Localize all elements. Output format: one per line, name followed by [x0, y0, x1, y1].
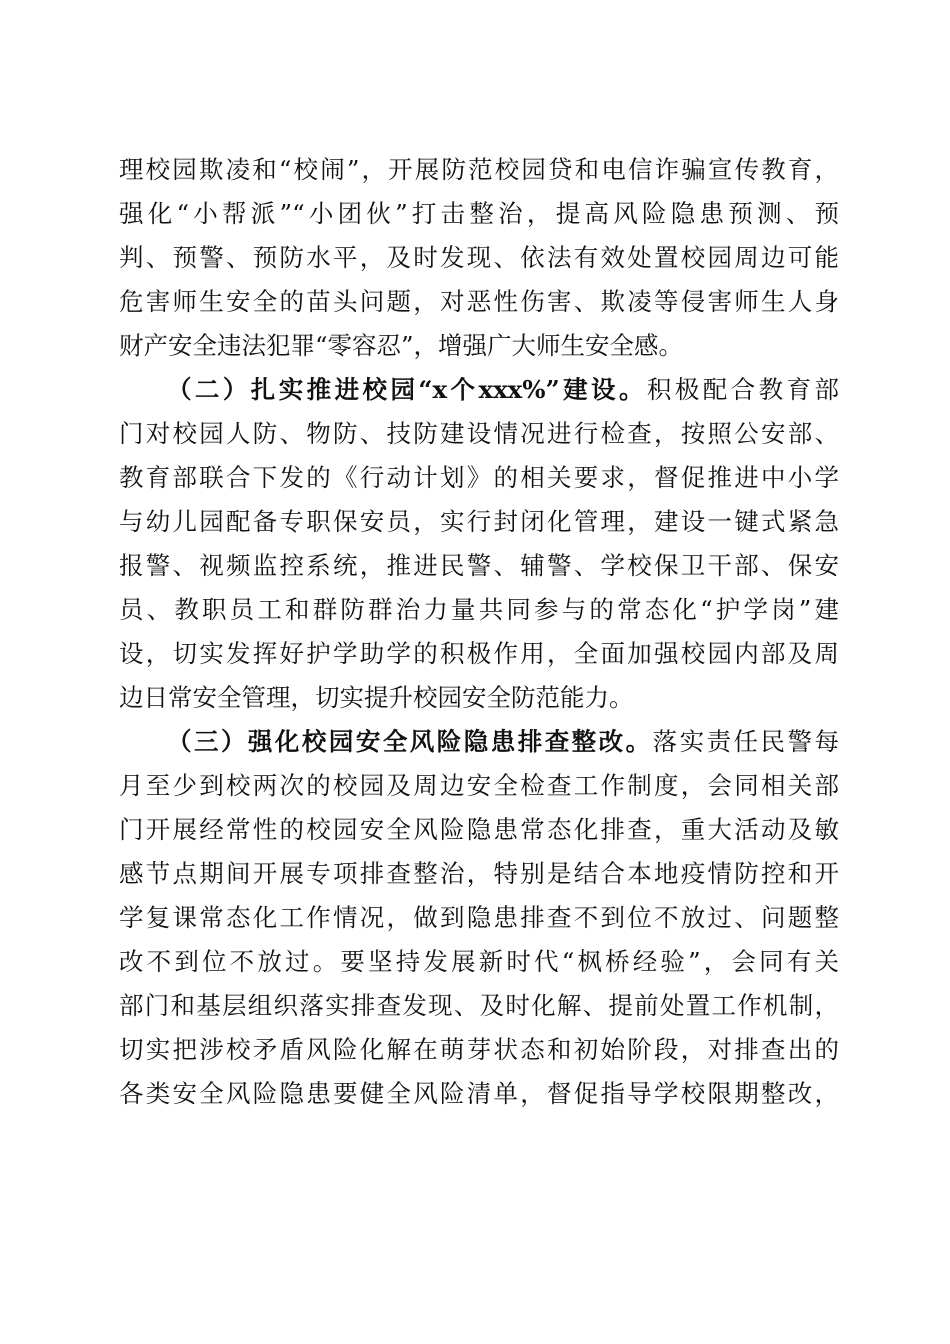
- text-line: 危害师生安全的苗头问题，对恶性伤害、欺凌等侵害师生人身: [119, 287, 839, 316]
- text-line: 设，切实发挥好护学助学的积极作用，全面加强校园内部及周: [119, 639, 839, 668]
- text-line: 改不到位不放过。要坚持发展新时代“枫桥经验”，会同有关: [119, 947, 839, 976]
- text-line: 月至少到校两次的校园及周边安全检查工作制度，会同相关部: [119, 771, 839, 800]
- text-line: 部门和基层组织落实排查发现、及时化解、提前处置工作机制，: [119, 991, 839, 1020]
- text-segment: 落实责任民警每: [652, 727, 839, 756]
- text-line: 感节点期间开展专项排查整治，特别是结合本地疫情防控和开: [119, 859, 839, 888]
- text-line: 理校园欺凌和“校闹”，开展防范校园贷和电信诈骗宣传教育，: [119, 155, 839, 184]
- text-line: 财产安全违法犯罪“零容忍”，增强广大师生安全感。: [119, 331, 684, 360]
- text-line: [167, 368, 839, 412]
- text-line: 教育部联合下发的《行动计划》的相关要求，督促推进中小学: [119, 463, 839, 492]
- section-heading: （三）强化校园安全风险隐患排查整改。: [167, 727, 653, 756]
- text-line: 各类安全风险隐患要健全风险清单，督促指导学校限期整改，: [119, 1079, 839, 1108]
- text-line: 员、教职员工和群防群治力量共同参与的常态化“护学岗”建: [119, 595, 839, 624]
- text-line: [167, 720, 839, 764]
- text-line: 与幼儿园配备专职保安员，实行封闭化管理，建设一键式紧急: [119, 507, 839, 536]
- text-line: 强化“小帮派”“小团伙”打击整治，提高风险隐患预测、预: [119, 199, 839, 228]
- section-heading: （二）扎实推进校园“x个xxx%”建设。: [167, 375, 647, 404]
- text-line: 切实把涉校矛盾风险化解在萌芽状态和初始阶段，对排查出的: [119, 1035, 839, 1064]
- text-line: 门对校园人防、物防、技防建设情况进行检查，按照公安部、: [119, 419, 839, 448]
- text-segment: 积极配合教育部: [646, 375, 839, 404]
- text-line: 门开展经常性的校园安全风险隐患常态化排查，重大活动及敏: [119, 815, 839, 844]
- text-line: 报警、视频监控系统，推进民警、辅警、学校保卫干部、保安: [119, 551, 839, 580]
- text-line: 边日常安全管理，切实提升校园安全防范能力。: [119, 683, 634, 712]
- text-line: 判、预警、预防水平，及时发现、依法有效处置校园周边可能: [119, 243, 839, 272]
- text-line: 学复课常态化工作情况，做到隐患排查不到位不放过、问题整: [119, 903, 839, 932]
